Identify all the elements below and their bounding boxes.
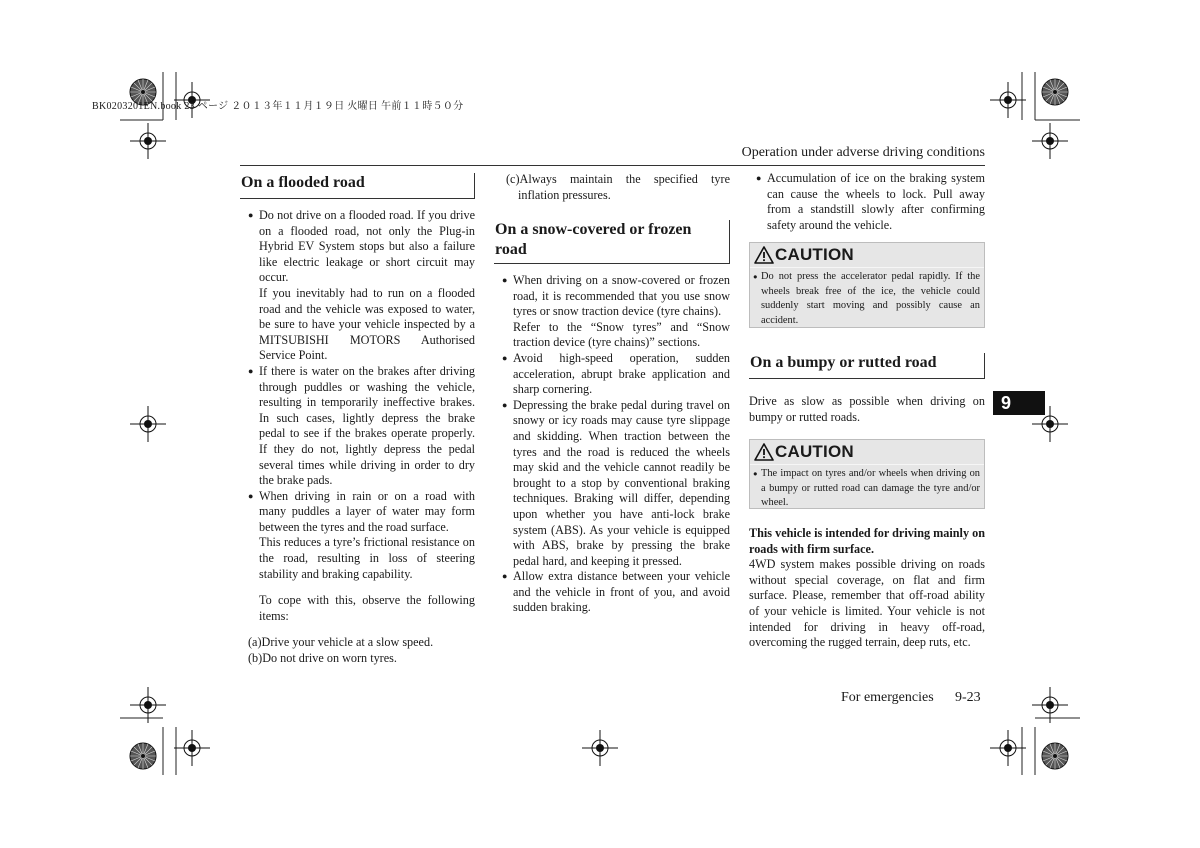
column-3-bottom (749, 526, 985, 651)
ice-bullet: ● Accumulation of ice on the braking system can cause the wheels to lock. Pull away from a standstill slowly after confirming safety around the vehicle. (756, 171, 985, 233)
flooded-note-1: If you inevitably had to run on a flooded road and the vehicle was exposed to water, be sure to have your vehicle inspected by a MITSUBISHI MOTORS Authorised Service Point. (259, 285, 475, 363)
warning-triangle-icon (754, 246, 774, 264)
caution-label: CAUTION (775, 245, 854, 264)
header-rule (240, 165, 985, 166)
section-title-bumpy: On a bumpy or rutted road (749, 353, 985, 379)
footer-page-number: 9-23 (955, 690, 981, 705)
flooded-cope-text: To cope with this, observe the following items: (259, 593, 475, 623)
caution-box-bumpy (749, 439, 985, 509)
flooded-bullet-2: ● If there is water on the brakes after driving through puddles or washing the vehicle, resulting in temporarily ineffective brakes. In such cases, lightly depress the brake pedal to see if the brakes operate properly. If they do not, lightly depress the pedal several times while driving in order to dry the brake pads. (248, 364, 475, 489)
section-title-snow: On a snow-covered or frozen road (494, 220, 730, 264)
caution-box-ice (749, 242, 985, 328)
warning-triangle-icon (754, 443, 774, 461)
caution-text: ● The impact on tyres and/or wheels when driving on a bumpy or rutted road can damage the tyre and/or wheel. (750, 465, 984, 511)
caution-text: ● Do not press the accelerator pedal rapidly. If the wheels break free of the ice, the vehicle could suddenly start moving and possibly cause an accident. (750, 268, 984, 328)
snow-item-c: (c)Always maintain the specified tyre inflation pressures. (506, 172, 730, 202)
flooded-item-b: (b)Do not drive on worn tyres. (248, 651, 397, 666)
snow-note-1: Refer to the “Snow tyres” and “Snow traction device (tyre chains)” sections. (513, 319, 730, 350)
flooded-item-a: (a)Drive your vehicle at a slow speed. (248, 635, 434, 650)
section-title-flooded: On a flooded road (240, 173, 475, 199)
snow-bullet-2: ● Avoid high-speed operation, sudden acceleration, abrupt brake application and sharp cornering. (502, 351, 730, 398)
snow-bullet-1: ● When driving on a snow-covered or frozen road, it is recommended that you use snow tyres or snow traction device (tyre chains). (502, 273, 730, 320)
column-3-top (756, 171, 985, 233)
column-2-top (506, 172, 730, 203)
footer-section: For emergencies (841, 690, 934, 705)
column-3-intro (749, 394, 985, 425)
caution-label: CAUTION (775, 442, 854, 461)
flooded-note-3: This reduces a tyre’s frictional resistance on the road, resulting in loss of steering stability and braking capability. (259, 535, 475, 581)
bumpy-intro: Drive as slow as possible when driving on bumpy or rutted roads. (749, 394, 985, 424)
4wd-paragraph: 4WD system makes possible driving on roads without special coverage, on flat and firm surface. Please, remember that off-road ability of your vehicle is limited. Your vehicle is not intended for driving in heavy off-road, overcoming the rugged terrain, deep ruts, etc. (749, 557, 985, 650)
chapter-tab: 9 (993, 391, 1045, 415)
flooded-bullet-1: ● Do not drive on a flooded road. If you drive on a flooded road, not only the Plug-in Hybrid EV System stops but also a failure like electric leakage or short circuit may occur. (248, 208, 475, 286)
running-head: Operation under adverse driving conditions (741, 145, 985, 160)
flooded-bullet-3: ● When driving in rain or on a road with many puddles a layer of water may form between the tyres and the road surface. (248, 489, 475, 536)
snow-bullet-4: ● Allow extra distance between your vehicle and the vehicle in front of you, and avoid sudden braking. (502, 569, 730, 616)
caution-header (750, 243, 984, 268)
firm-surface-note: This vehicle is intended for driving mainly on roads with firm surface. (749, 526, 985, 556)
print-header: BK0203201EN.book 23 ページ ２０１３年１１月１９日 火曜日 午前１１時５０分 (92, 101, 464, 112)
column-2 (502, 273, 730, 616)
caution-header (750, 440, 984, 465)
snow-bullet-3: ● Depressing the brake pedal during travel on snowy or icy roads may cause tyre slippage and skidding. When traction between the tyres and the road is reduced the wheels may skid and the vehicle cannot readily be brought to a stop by conventional braking techniques. Braking will differ, depending upon whether you have anti-lock brake system (ABS). As your vehicle is equipped with ABS, brake by pressing the brake pedal hard, and keeping it pressed. (502, 398, 730, 570)
column-1 (248, 208, 475, 667)
